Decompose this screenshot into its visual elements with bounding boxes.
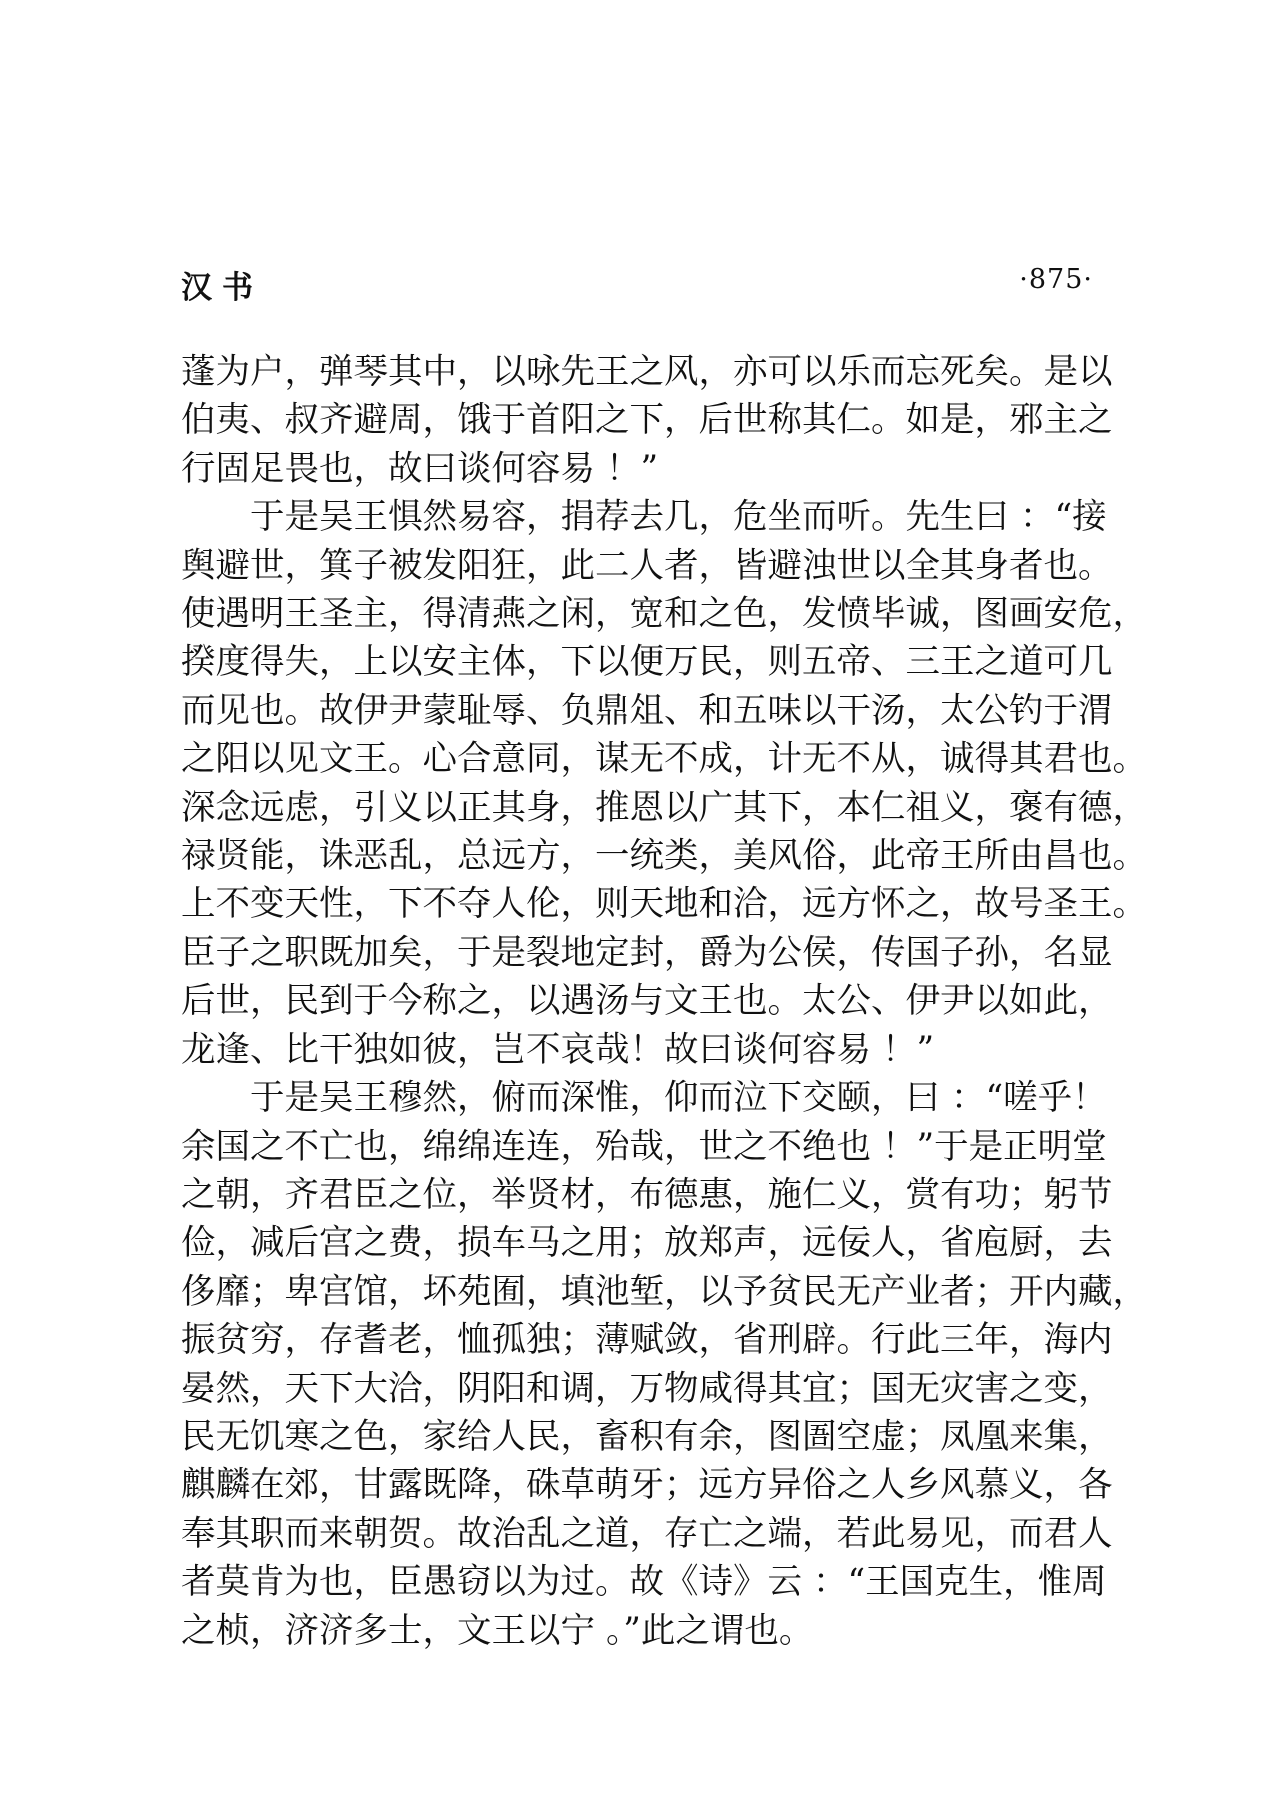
text-line: 俭，减后宫之费，损车马之用；放郑声，远佞人，省庖厨，去 [181, 1223, 1113, 1264]
text-line: 禄贤能，诛恶乱，总远方，一统类，美风俗，此帝王所由昌也。 [181, 836, 1147, 877]
text-line: 舆避世，箕子被发阳狂，此二人者，皆避浊世以全其身者也。 [181, 545, 1113, 586]
text-line: 振贫穷，存耆老，恤孤独；薄赋敛，省刑辟。行此三年，海内 [181, 1320, 1113, 1361]
text-line: 使遇明王圣主，得清燕之闲，宽和之色，发愤毕诚，图画安危， [181, 594, 1147, 635]
text-line: 而见也。故伊尹蒙耻辱、负鼎俎、和五味以干汤，太公钓于渭 [181, 690, 1113, 731]
text-line: 于是吴王惧然易容，捐荐去几，危坐而听。先生曰 ：“接 [250, 497, 1107, 538]
text-line: 之朝，齐君臣之位，举贤材，布德惠，施仁义，赏有功；躬节 [181, 1174, 1113, 1215]
text-line: 后世，民到于今称之，以遇汤与文王也。太公、伊尹以如此， [181, 981, 1113, 1022]
text-line: 之阳以见文王。心合意同，谋无不成，计无不从，诚得其君也。 [181, 739, 1147, 780]
text-line: 臣子之职既加矣，于是裂地定封，爵为公侯，传国子孙，名显 [181, 932, 1113, 973]
book-title: 汉书 [181, 270, 263, 306]
text-line: 上不变天性，下不夺人伦，则天地和洽，远方怀之，故号圣王。 [181, 884, 1147, 925]
text-line: 晏然，天下大洽，阴阳和调，万物咸得其宜；国无灾害之变， [181, 1368, 1113, 1409]
body-text [181, 348, 1147, 1655]
text-line: 者莫肯为也，臣愚窃以为过。故《诗》云 ：“王国克生，惟周 [181, 1562, 1107, 1603]
text-line: 余国之不亡也，绵绵连连，殆哉，世之不绝也 ！”于是正明堂 [181, 1126, 1107, 1167]
text-line: 蓬为户，弹琴其中，以咏先王之风，亦可以乐而忘死矣。是以 [181, 352, 1113, 392]
text-line: 伯夷、叔齐避周，饿于首阳之下，后世称其仁。如是，邪主之 [181, 400, 1113, 441]
text-line: 侈靡；卑宫馆，坏苑囿，填池堑，以予贫民无产业者；开内藏， [181, 1271, 1147, 1312]
text-line: 行固足畏也，故曰谈何容易 ！” [181, 448, 659, 489]
text-line: 深念远虑，引义以正其身，推恩以广其下，本仁祖义，褒有德， [181, 787, 1147, 828]
text-line: 奉其职而来朝贺。故治乱之道，存亡之端，若此易见，而君人 [181, 1513, 1113, 1554]
text-line: 龙逢、比干独如彼，岂不哀哉！故曰谈何容易 ！” [181, 1029, 935, 1070]
text-line: 之桢，济济多士，文王以宁 。”此之谓也。 [181, 1610, 814, 1651]
page-header [181, 262, 1093, 312]
text-line: 揆度得失，上以安主体，下以便万民，则五帝、三王之道可几 [181, 642, 1113, 683]
text-line: 麒麟在郊，甘露既降，硃草萌牙；远方异俗之人乡风慕义，各 [181, 1465, 1113, 1506]
text-line: 民无饥寒之色，家给人民，畜积有余，图圄空虚；凤凰来集， [181, 1416, 1113, 1457]
page-number: ·875· [1019, 264, 1093, 295]
text-line: 于是吴王穆然，俯而深惟，仰而泣下交颐，曰 ：“嗟乎！ [250, 1078, 1107, 1119]
